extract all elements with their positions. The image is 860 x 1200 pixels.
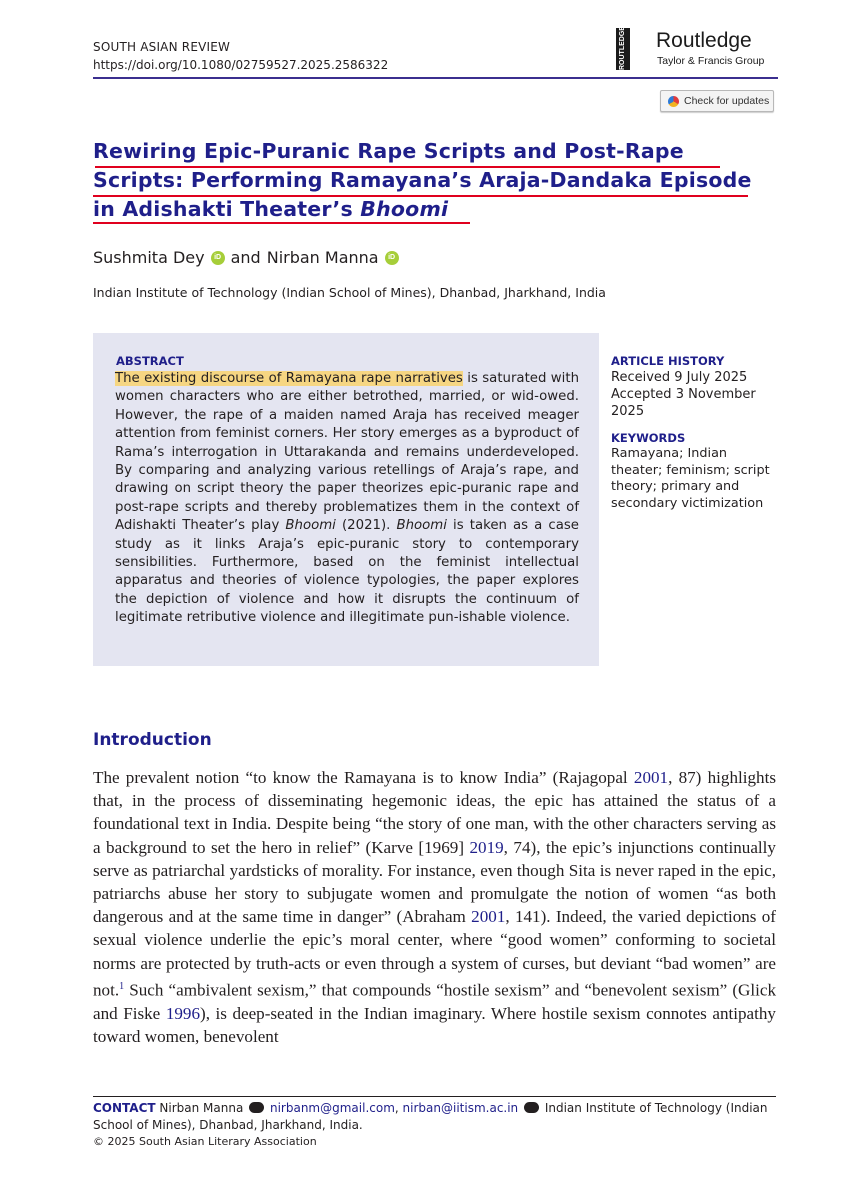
publisher-group: Taylor & Francis Group — [657, 55, 765, 67]
contact-info: CONTACT Nirban Manna nirbanm@gmail.com, nirban@iitism.ac.in Indian Institute of Technology (Indian School of Mines), Dhanbad, Jharkhand, India. — [93, 1101, 768, 1132]
abstract-text: The existing discourse of Ramayana rape narratives is saturated with women characters who are either betrothed, married, or wid-owed. However, the rape of a maiden named Araja has received meager attention from feminist corners. Her story emerges as a byproduct of Rama’s interrogation in Uttarakanda and remains underdeveloped. By comparing and analyzing various retellings of Araja’s rape, and drawing on script theory the paper theorizes epic-puranic rape and post-rape scripts and thereby problematizes them in the context of Adishakti Theater’s play Bhoomi (2021). Bhoomi is taken as a case study as it links Araja’s epic-puranic story to contemporary sensibilities. Furthermore, based on the feminist intellectual apparatus and theories of violence typologies, the paper explores the depiction of violence and how it disrupts the continuum of legitimate retributive violence and illegitimate pun-ishable violence. — [115, 371, 580, 626]
article-history — [611, 354, 781, 420]
author-list — [93, 248, 399, 267]
journal-name: SOUTH ASIAN REVIEW — [93, 40, 231, 54]
citation-link[interactable]: 2001 — [633, 768, 669, 787]
accepted-date: Accepted 3 November 2025 — [611, 387, 756, 419]
crossmark-icon — [668, 96, 679, 107]
orcid-icon[interactable]: iD — [211, 251, 225, 265]
routledge-logo: ROUTLEDGE — [616, 28, 630, 70]
received-date: Received 9 July 2025 — [611, 370, 748, 385]
author-2[interactable]: Nirban Manna — [266, 248, 379, 267]
header-divider — [93, 77, 778, 79]
email-icon — [249, 1102, 264, 1113]
citation-link[interactable]: 2019 — [469, 837, 504, 857]
red-underline-2 — [93, 195, 748, 197]
introduction-heading: Introduction — [93, 730, 212, 750]
red-underline-1 — [95, 166, 720, 168]
introduction-body: The prevalent notion “to know the Ramayana is to know India” (Rajagopal 2001, 87) highlights that, in the process of disseminating hegemonic ideas, the epic has attained the status of a foundational text in India. Despite being “the story of one man, with the other characters serving as a background to set the hero in relief” (Karve [1969] 2019, 74), the epic’s injunctions continually serve as patriarchal yardsticks of morality. For instance, even though Sita is never raped in the epic, patriarchs abuse her story to subjugate women and promulgate the notion of women “as both dangerous and at the same time in danger” (Abraham 2001, 141). Indeed, the varied depictions of sexual violence underlie the epic’s moral center, where “good women” conforming to societal norms are protected by truth-acts or even through a system of curses, but deviant “bad women” are not.$^1$ Such “ambivalent sexism,” that compounds “hostile sexism” and “benevolent sexism” (Glick and Fiske 1996), is deep-seated in the Indian imaginary. Where hostile sexism connotes antipathy toward women, benevolent — [93, 768, 776, 1046]
copyright: © 2025 South Asian Literary Association — [93, 1135, 317, 1148]
check-updates-label: Check for updates — [684, 95, 770, 107]
title-line-1: Rewiring Epic-Puranic Rape Scripts and Post-Rape — [93, 139, 684, 163]
highlighted-text: The existing discourse of Ramayana rape narratives — [115, 371, 463, 386]
affiliation: Indian Institute of Technology (Indian School of Mines), Dhanbad, Jharkhand, India — [93, 285, 606, 300]
contact-label: CONTACT — [93, 1101, 156, 1115]
keywords-text: Ramayana; Indian theater; feminism; script theory; primary and secondary victimization — [611, 446, 770, 511]
article-history-heading: ARTICLE HISTORY — [611, 354, 725, 368]
title-line-2: Scripts: Performing Ramayana’s Araja-Dandaka Episode — [93, 168, 752, 192]
author-1[interactable]: Sushmita Dey — [93, 248, 205, 267]
keywords-heading: KEYWORDS — [611, 431, 686, 445]
red-underline-3 — [93, 222, 470, 224]
doi-link[interactable]: https://doi.org/10.1080/02759527.2025.2586322 — [93, 58, 389, 72]
author-conjunction: and — [230, 248, 261, 267]
check-for-updates-button[interactable] — [660, 90, 774, 112]
citation-link[interactable]: 1996 — [165, 1003, 200, 1023]
footnote-link[interactable]: 1 — [119, 980, 125, 992]
email-link-1[interactable]: nirbanm@gmail.com — [269, 1101, 395, 1115]
article-title — [93, 137, 793, 224]
keywords — [611, 431, 776, 512]
orcid-icon[interactable]: iD — [385, 251, 399, 265]
abstract-heading: ABSTRACT — [116, 354, 184, 368]
publisher-name: Routledge — [656, 29, 752, 52]
address-icon — [524, 1102, 539, 1113]
title-line-3: in Adishakti Theater’s Bhoomi — [93, 197, 449, 221]
citation-link[interactable]: 2001 — [471, 907, 506, 927]
email-link-2[interactable]: nirban@iitism.ac.in — [402, 1101, 519, 1115]
footer-divider — [93, 1096, 776, 1097]
